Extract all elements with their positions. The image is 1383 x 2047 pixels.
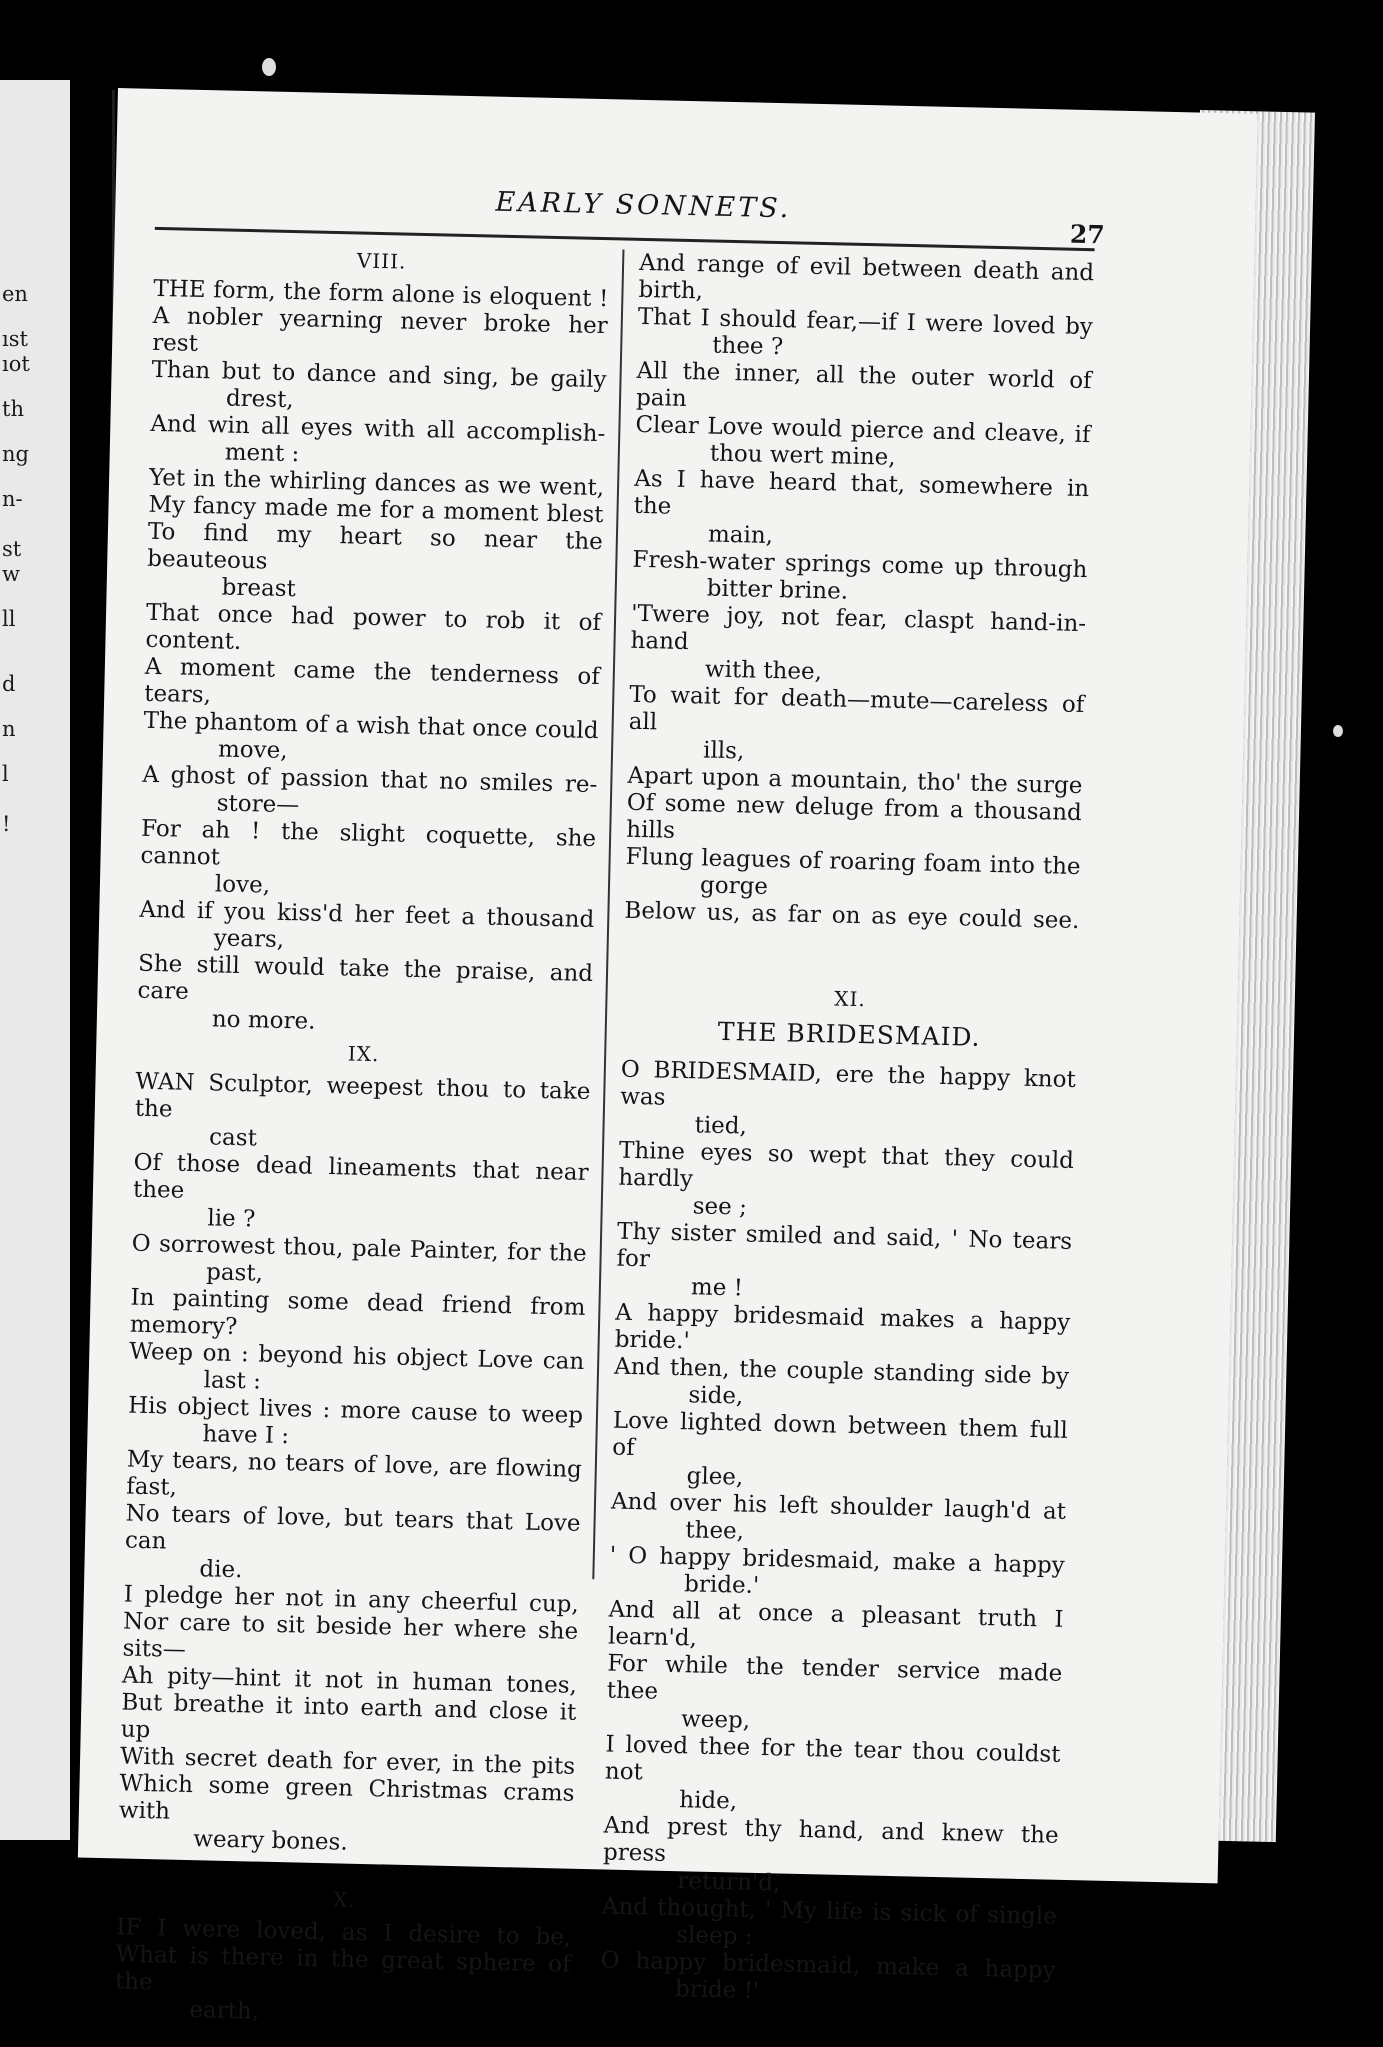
verse-line: My tears, no tears of love, are flowing fast, [125,1446,583,1501]
verse-line: O sorrowest thou, pale Painter, for the [131,1230,587,1267]
verse-line-continuation: drest, [225,385,294,414]
verse-line: And prest thy hand, and knew the press [602,1812,1059,1867]
dust-speck [262,58,276,76]
verse-line-continuation: with thee, [704,656,823,686]
verse-line: Flung leagues of roaring foam into the [625,843,1081,881]
verse-line: No tears of love, but tears that Love can [124,1500,581,1555]
verse-line: As I have heard that, somewhere in the [633,465,1090,520]
verse-line: The phantom of a wish that once could [143,707,599,745]
verse-line-continuation: tied, [694,1112,748,1140]
verse-line-continuation: past, [205,1259,264,1287]
verse-line: For ah ! the slight coquette, she cannot [140,815,597,871]
verse-line-continuation: earth, [189,1997,260,2025]
verse-line-continuation: see ; [692,1193,748,1221]
verse-line-continuation: return'd, [677,1868,781,1897]
facing-page-fragment: l [2,762,9,786]
sonnet-number: X. [332,1887,357,1912]
verse-line: And over his left shoulder laugh'd at [610,1488,1067,1525]
poem-title: THE BRIDESMAID. [717,1016,981,1052]
verse-line: Clear Love would pierce and cleave, if [635,411,1091,449]
verse-line-continuation: ment : [224,439,300,468]
facing-page-fragment: ll [2,607,16,631]
facing-page-fragment: st [2,537,22,561]
verse-line: Of those dead lineaments that near thee [132,1149,589,1204]
verse-line: Of some new deluge from a thousand hills [626,789,1083,844]
verse-line-continuation: hide, [679,1787,738,1815]
verse-line: 'Twere joy, not fear, claspt hand-in-hand [630,600,1087,656]
verse-line-continuation: weary bones. [192,1826,348,1856]
verse-line: And all at once a pleasant truth I learn'd, [607,1596,1064,1652]
verse-line-continuation: love, [214,871,271,899]
verse-line-continuation: thee, [685,1517,745,1545]
verse-line-continuation: me ! [690,1274,744,1302]
verse-line-continuation: weep, [680,1706,751,1734]
verse-line: For while the tender service made thee [606,1650,1063,1705]
verse-line: Than but to dance and sing, be gaily [151,356,607,394]
dust-speck [1333,725,1343,737]
verse-line: I pledge her not in any cheerful cup, [123,1581,580,1618]
book-page [78,88,1258,2025]
facing-page-fragment: en [2,282,28,306]
verse-line: She still would take the praise, and care [137,950,594,1005]
right-column [600,250,1095,2012]
sonnet-number: VIII. [356,248,407,274]
verse-line: Fresh-water springs come up through [632,546,1088,584]
verse-line: His object lives : more cause to weep [127,1392,584,1429]
verse-line-continuation: main, [707,521,774,549]
verse-line-continuation: bitter brine. [706,575,849,605]
facing-page-fragment: w [2,562,20,586]
verse-line-continuation: move, [217,736,288,765]
verse-line-continuation: die. [199,1556,243,1584]
sonnet-number: XI. [834,986,867,1012]
verse-line: And then, the couple standing side by [613,1353,1070,1390]
verse-line: In painting some dead friend from memory? [129,1284,586,1341]
facing-page-fragment: ıst [2,327,28,351]
verse-line: IF I were loved, as I desire to be, [115,1914,572,1951]
verse-line: My fancy made me for a moment blest [148,491,604,529]
verse-line: Ah pity—hint it not in human tones, [121,1662,578,1699]
verse-line: To find my heart so near the beauteous [147,518,604,575]
verse-line-continuation: years, [213,925,285,953]
facing-page-fragment: d [2,672,16,696]
verse-line: Which some green Christmas crams with [118,1770,575,1825]
verse-line: What is there in the great sphere of the [114,1941,571,1996]
verse-line-continuation: no more. [211,1006,316,1035]
verse-line: I loved thee for the tear thou couldst not [604,1731,1061,1786]
verse-line: A nobler yearning never broke her rest [151,302,609,357]
verse-line-continuation: sleep : [675,1922,753,1950]
verse-line-continuation: ills, [702,737,745,765]
verse-line: And range of evil between death and birth, [638,249,1095,305]
verse-line: But breathe it into earth and close it up [120,1689,577,1744]
verse-line-continuation: last : [203,1367,262,1395]
verse-line: To wait for death—mute—careless of all [628,681,1085,736]
left-column [114,239,609,2033]
verse-line-continuation: lie ? [207,1205,256,1233]
verse-line-continuation: store— [216,790,300,819]
verse-line: And if you kiss'd her feet a thousand [139,896,595,934]
verse-line: With secret death for ever, in the pits [119,1743,576,1780]
verse-line: A happy bridesmaid makes a happy bride.' [614,1299,1071,1355]
facing-page-fragment: th [2,397,24,421]
verse-line-continuation: glee, [686,1463,744,1491]
verse-line-continuation: bride !' [674,1976,760,2005]
verse-line-continuation: thee ? [712,332,784,361]
facing-page-fragment: n [2,717,16,741]
verse-line: A moment came the tenderness of tears, [143,653,601,709]
verse-line: Apart upon a mountain, tho' the surge [627,762,1083,800]
verse-line: And win all eyes with all accomplish- [150,410,606,448]
facing-page-fragment: ıot [2,352,30,376]
verse-line: That I should fear,—if I were loved by [637,303,1094,341]
verse-line-continuation: gorge [699,872,769,900]
verse-line: A ghost of passion that no smiles re- [142,761,598,799]
verse-line: Weep on : beyond his object Love can [129,1338,585,1375]
facing-page-fragment: ! [2,812,11,836]
verse-line-continuation: bride.' [683,1571,760,1599]
verse-line: O BRIDESMAID, ere the happy knot was [619,1056,1077,1111]
page-number: 27 [1069,219,1106,250]
verse-line: Nor care to sit beside her where she sits— [122,1608,579,1663]
verse-line: Thy sister smiled and said, ' No tears for [616,1218,1073,1273]
sonnet-number: IX. [347,1041,380,1067]
verse-line: All the inner, all the outer world of pain [635,357,1092,412]
verse-line: Love lighted down between them full of [611,1407,1069,1462]
verse-line: Yet in the whirling dances as we went, [148,464,605,502]
verse-line: WAN Sculptor, weepest thou to take the [134,1068,591,1123]
verse-line-continuation: side, [688,1382,744,1410]
verse-line-continuation: cast [208,1124,258,1152]
verse-line: That once had power to rob it of content. [145,599,602,655]
verse-line-continuation: have I : [202,1421,290,1450]
facing-page-fragment: n- [2,487,23,511]
verse-line: THE form, the form alone is eloquent ! [153,275,609,313]
verse-line: O happy bridesmaid, make a happy [600,1947,1056,1984]
running-head: EARLY SONNETS. [495,186,792,225]
verse-line-continuation: breast [221,574,297,603]
facing-page-fragment: ng [2,442,29,466]
verse-line: Thine eyes so wept that they could hardly [618,1137,1075,1193]
verse-line: ' O happy bridesmaid, make a happy [609,1542,1066,1579]
verse-line-continuation: thou wert mine, [709,440,896,471]
verse-line: Below us, as far on as eye could see. [624,897,1080,935]
verse-line: And thought, ' My life is sick of single [601,1893,1058,1930]
